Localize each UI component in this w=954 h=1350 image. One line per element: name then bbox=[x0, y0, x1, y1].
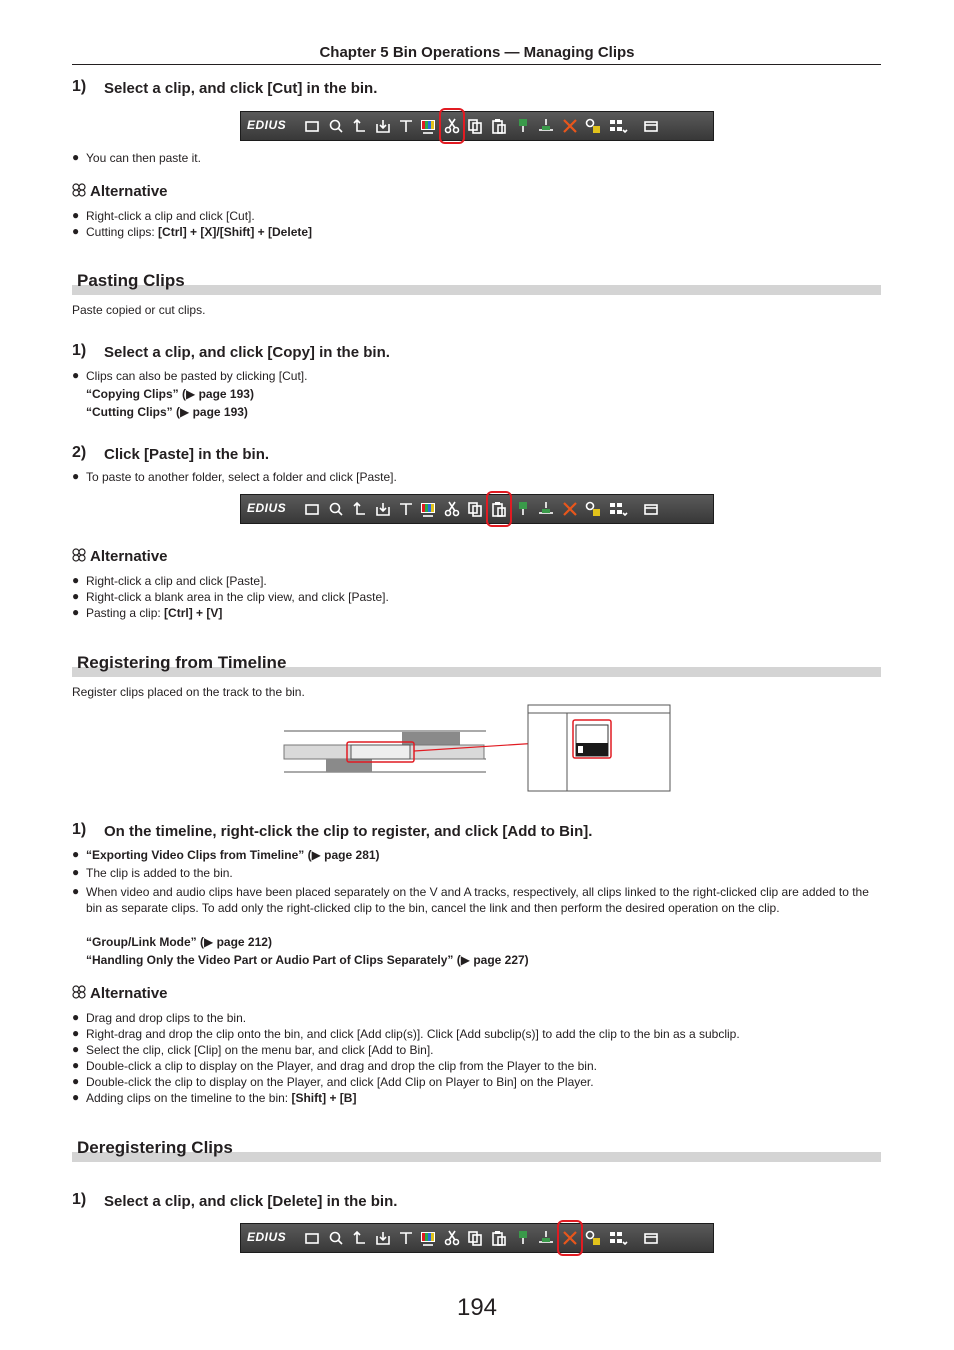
highlight-ring bbox=[486, 491, 512, 527]
bullet: ● bbox=[72, 589, 80, 603]
title-icon[interactable] bbox=[397, 117, 415, 135]
add-to-track-icon[interactable] bbox=[537, 117, 555, 135]
timeline-tracks bbox=[284, 731, 486, 772]
color-bar-icon[interactable] bbox=[419, 117, 437, 135]
add-to-track-icon[interactable] bbox=[537, 1229, 555, 1247]
ref-text: “Cutting Clips” ( bbox=[86, 405, 180, 419]
edius-logo: EDIUS bbox=[247, 118, 287, 132]
highlight-ring bbox=[439, 108, 465, 144]
new-folder-icon[interactable] bbox=[303, 117, 321, 135]
new-folder-icon[interactable] bbox=[303, 500, 321, 518]
step-instruction: On the timeline, right-click the clip to register, and click [Add to Bin]. bbox=[104, 823, 593, 840]
import-icon[interactable] bbox=[374, 117, 392, 135]
delete-icon[interactable] bbox=[561, 500, 579, 518]
bin-toolbar-paste bbox=[240, 494, 714, 524]
step-number: 1) bbox=[72, 342, 87, 359]
copy-icon[interactable] bbox=[466, 117, 484, 135]
ref-page: page 212) bbox=[216, 935, 272, 949]
add-to-timeline-icon[interactable] bbox=[514, 117, 532, 135]
ref-text: “Exporting Video Clips from Timeline” ( bbox=[86, 848, 312, 862]
alternative-heading bbox=[72, 548, 168, 565]
alt-item bbox=[86, 605, 222, 621]
alt-item: Right-drag and drop the clip onto the bin, and click [Add clip(s)]. Click [Add subclip(s)] to add the clip to the bin as a subclip. bbox=[86, 1027, 740, 1041]
step-instruction: Select a clip, and click [Delete] in the bin. bbox=[104, 1193, 398, 1210]
new-folder-icon[interactable] bbox=[303, 1229, 321, 1247]
alternative-icon bbox=[72, 183, 86, 197]
up-folder-icon[interactable] bbox=[351, 500, 369, 518]
cross-reference[interactable] bbox=[86, 934, 272, 950]
color-bar-icon[interactable] bbox=[419, 500, 437, 518]
properties-icon[interactable] bbox=[584, 500, 602, 518]
bullet: ● bbox=[72, 1026, 80, 1040]
bullet: ● bbox=[72, 884, 80, 898]
alt-item bbox=[86, 1090, 356, 1106]
arrow-icon: ▶ bbox=[179, 405, 190, 419]
bin-toolbar-delete bbox=[240, 1223, 714, 1253]
bullet: ● bbox=[72, 469, 80, 483]
bullet: ● bbox=[72, 208, 80, 222]
cross-reference[interactable] bbox=[86, 386, 254, 402]
section-description: Paste copied or cut clips. bbox=[72, 303, 206, 317]
note-text: Clips can also be pasted by clicking [Cut]. bbox=[86, 369, 308, 383]
bin-window bbox=[528, 705, 670, 791]
page-number: 194 bbox=[456, 1294, 498, 1321]
arrow-icon: ▶ bbox=[311, 848, 321, 862]
properties-icon[interactable] bbox=[584, 117, 602, 135]
shortcut: [Ctrl] + [X]/[Shift] + [Delete] bbox=[158, 225, 313, 239]
add-to-timeline-icon[interactable] bbox=[514, 1229, 532, 1247]
section-description: Register clips placed on the track to the bin. bbox=[72, 685, 305, 699]
alt-item-text: Pasting a clip: bbox=[86, 606, 165, 620]
step-number: 1) bbox=[72, 1191, 87, 1208]
note-text: You can then paste it. bbox=[86, 151, 201, 165]
alternative-icon bbox=[72, 985, 86, 999]
alternative-label: Alternative bbox=[90, 548, 168, 565]
search-icon[interactable] bbox=[327, 117, 345, 135]
ref-page: page 193) bbox=[198, 387, 254, 401]
title-icon[interactable] bbox=[397, 1229, 415, 1247]
section-title: Deregistering Clips bbox=[77, 1138, 233, 1157]
cut-icon[interactable] bbox=[443, 1229, 461, 1247]
alt-item: Drag and drop clips to the bin. bbox=[86, 1011, 247, 1025]
import-icon[interactable] bbox=[374, 500, 392, 518]
section-bar bbox=[72, 285, 881, 295]
bullet: ● bbox=[72, 1010, 80, 1024]
display-icon[interactable] bbox=[642, 117, 660, 135]
cross-reference[interactable] bbox=[86, 952, 529, 968]
color-bar-icon[interactable] bbox=[419, 1229, 437, 1247]
cross-reference[interactable] bbox=[86, 847, 380, 863]
display-icon[interactable] bbox=[642, 500, 660, 518]
alternative-icon bbox=[72, 548, 86, 562]
alternative-label: Alternative bbox=[90, 985, 168, 1002]
bullet: ● bbox=[72, 150, 80, 164]
bin-toolbar-cut bbox=[240, 111, 714, 141]
copy-icon[interactable] bbox=[466, 1229, 484, 1247]
header-rule bbox=[72, 64, 881, 65]
step-number: 1) bbox=[72, 821, 87, 838]
ref-page: page 281) bbox=[324, 848, 380, 862]
search-icon[interactable] bbox=[327, 1229, 345, 1247]
arrow-icon: ▶ bbox=[186, 387, 196, 401]
copy-icon[interactable] bbox=[466, 500, 484, 518]
properties-icon[interactable] bbox=[584, 1229, 602, 1247]
bullet: ● bbox=[72, 605, 80, 619]
section-title: Registering from Timeline bbox=[77, 653, 287, 672]
alt-item: Double-click the clip to display on the Player, and click [Add Clip on Player to Bin] on the Player. bbox=[86, 1075, 594, 1089]
cut-icon[interactable] bbox=[443, 500, 461, 518]
paste-icon[interactable] bbox=[490, 1229, 508, 1247]
section-title: Pasting Clips bbox=[77, 271, 185, 290]
alt-item: Right-click a clip and click [Paste]. bbox=[86, 574, 267, 588]
alternative-heading bbox=[72, 183, 168, 200]
step-instruction: Select a clip, and click [Copy] in the bin. bbox=[104, 344, 390, 361]
note-text: The clip is added to the bin. bbox=[86, 866, 233, 880]
view-icon[interactable] bbox=[608, 117, 630, 135]
alt-item: Select the clip, click [Clip] on the menu bar, and click [Add to Bin]. bbox=[86, 1043, 434, 1057]
add-to-timeline-icon[interactable] bbox=[514, 500, 532, 518]
bullet: ● bbox=[72, 1058, 80, 1072]
bullet: ● bbox=[72, 368, 80, 382]
ref-page: page 227) bbox=[473, 953, 529, 967]
alt-item: Double-click a clip to display on the Player, and drag and drop the clip from the Player to the bin. bbox=[86, 1059, 597, 1073]
note-text: When video and audio clips have been placed separately on the V and A tracks, respectively, all clips linked to the right-clicked clip are added to the bin as separate clips. To add only the right-clicked clip to the bin, cancel the link and then perform the desired operation on the clip. bbox=[86, 885, 869, 915]
step-number: 1) bbox=[72, 78, 87, 95]
delete-icon[interactable] bbox=[561, 117, 579, 135]
step-instruction: Select a clip, and click [Cut] in the bin. bbox=[104, 80, 378, 97]
step-number: 2) bbox=[72, 444, 87, 461]
title-icon[interactable] bbox=[397, 500, 415, 518]
shortcut: [Shift] + [B] bbox=[291, 1091, 357, 1105]
alt-item bbox=[86, 224, 312, 240]
shortcut: [Ctrl] + [V] bbox=[164, 606, 223, 620]
edius-logo: EDIUS bbox=[247, 1230, 287, 1244]
bullet: ● bbox=[72, 1074, 80, 1088]
paste-icon[interactable] bbox=[490, 117, 508, 135]
edius-logo: EDIUS bbox=[247, 501, 287, 515]
view-icon[interactable] bbox=[608, 1229, 630, 1247]
ref-text: “Handling Only the Video Part or Audio Part of Clips Separately” ( bbox=[86, 953, 461, 967]
bullet: ● bbox=[72, 847, 80, 861]
bullet: ● bbox=[72, 1042, 80, 1056]
arrow-icon: ▶ bbox=[460, 953, 470, 967]
search-icon[interactable] bbox=[327, 500, 345, 518]
alternative-heading bbox=[72, 985, 168, 1002]
up-folder-icon[interactable] bbox=[351, 117, 369, 135]
bullet: ● bbox=[72, 224, 80, 238]
step-instruction: Click [Paste] in the bin. bbox=[104, 446, 270, 463]
ref-text: “Group/Link Mode” ( bbox=[86, 935, 204, 949]
alternative-label: Alternative bbox=[90, 183, 168, 200]
alt-item: Right-click a blank area in the clip view, and click [Paste]. bbox=[86, 590, 389, 604]
import-icon[interactable] bbox=[374, 1229, 392, 1247]
chapter-header: Chapter 5 Bin Operations — Managing Clips bbox=[319, 44, 635, 61]
display-icon[interactable] bbox=[642, 1229, 660, 1247]
note-text: To paste to another folder, select a folder and click [Paste]. bbox=[86, 470, 397, 484]
alt-item-text: Adding clips on the timeline to the bin: bbox=[86, 1091, 292, 1105]
highlight-ring bbox=[557, 1220, 583, 1256]
view-icon[interactable] bbox=[608, 500, 630, 518]
timeline-to-bin-diagram bbox=[282, 703, 674, 795]
alt-item-text: Cutting clips: bbox=[86, 225, 159, 239]
bullet: ● bbox=[72, 1090, 80, 1104]
alt-item: Right-click a clip and click [Cut]. bbox=[86, 209, 255, 223]
bullet: ● bbox=[72, 573, 80, 587]
add-to-track-icon[interactable] bbox=[537, 500, 555, 518]
ref-text: “Copying Clips” ( bbox=[86, 387, 186, 401]
arrow-icon: ▶ bbox=[204, 935, 214, 949]
cross-reference[interactable] bbox=[86, 404, 248, 420]
up-folder-icon[interactable] bbox=[351, 1229, 369, 1247]
bullet: ● bbox=[72, 865, 80, 879]
ref-page: page 193) bbox=[192, 405, 248, 419]
